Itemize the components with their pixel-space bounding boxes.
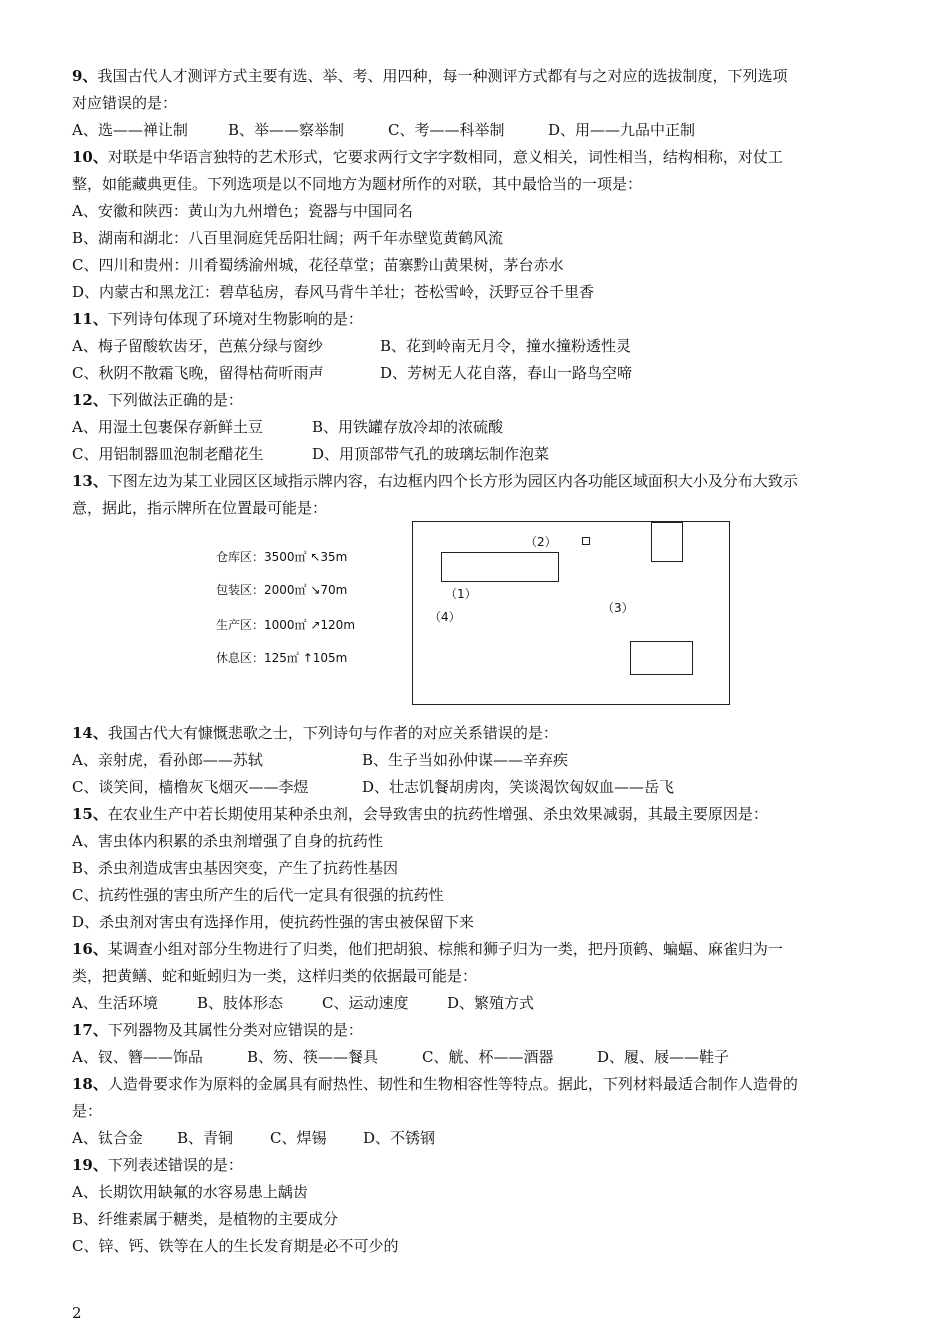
- q9-options: [72, 120, 695, 140]
- park-map: [412, 521, 730, 705]
- q12-stem: 12、下列做法正确的是：: [72, 391, 243, 409]
- option[interactable]: D、芳树无人花自落，春山一路鸟空啼: [380, 364, 633, 382]
- sign-packaging: 包装区：2000㎡ ↘70m: [216, 583, 348, 597]
- q10-stem: 10、对联是中华语言独特的艺术形式，它要求两行文字字数相同，意义相关，词性相当，结构相称，对仗工: [72, 148, 783, 166]
- q13-stem-cont: 意，据此，指示牌所在位置最可能是：: [72, 499, 328, 517]
- q17-stem: 17、下列器物及其属性分类对应错误的是：: [72, 1021, 363, 1039]
- sign-production: 生产区：1000㎡ ↗120m: [216, 618, 356, 632]
- sign-warehouse: 仓库区：3500㎡ ↖35m: [216, 550, 348, 564]
- q18-options: [72, 1128, 435, 1148]
- option[interactable]: B、肢体形态: [197, 994, 284, 1012]
- option[interactable]: C、运动速度: [322, 994, 409, 1012]
- option[interactable]: C、锌、钙、铁等在人的生长发育期是必不可少的: [72, 1237, 399, 1255]
- q14-options-row1: [72, 750, 568, 770]
- option[interactable]: C、用铝制器皿泡制老醋花生: [72, 445, 264, 463]
- option[interactable]: D、内蒙古和黑龙江：碧草毡房，春风马背牛羊壮；苍松雪岭，沃野豆谷千里香: [72, 283, 595, 301]
- page-number: 2: [72, 1304, 82, 1322]
- option[interactable]: B、举——察举制: [228, 121, 345, 139]
- q18-stem-cont: 是：: [72, 1102, 103, 1120]
- option[interactable]: C、谈笑间，樯橹灰飞烟灭——李煜: [72, 778, 309, 796]
- q11-options-row1: [72, 336, 631, 356]
- q11-options-row2: [72, 363, 632, 383]
- option[interactable]: B、用铁罐存放冷却的浓硫酸: [312, 418, 504, 436]
- q16-stem-cont: 类，把黄鳝、蛇和蚯蚓归为一类，这样归类的依据最可能是：: [72, 967, 478, 985]
- option[interactable]: C、考——科举制: [388, 121, 505, 139]
- map-label-4[interactable]: （4）: [429, 610, 461, 624]
- option[interactable]: C、焊锡: [270, 1129, 327, 1147]
- sign-rest-area: 休息区：125㎡ ↑105m: [216, 651, 348, 665]
- q9-stem-cont: 对应错误的是：: [72, 94, 178, 112]
- map-label-2[interactable]: （2）: [525, 535, 557, 549]
- area-rect-large: [441, 552, 559, 582]
- area-rect-tiny: [582, 537, 590, 545]
- option[interactable]: A、选——禅让制: [72, 121, 188, 139]
- option[interactable]: C、四川和贵州：川肴蜀绣渝州城，花径草堂；苗寨黔山黄果树，茅台赤水: [72, 256, 564, 274]
- map-label-1[interactable]: （1）: [445, 587, 477, 601]
- option[interactable]: B、杀虫剂造成害虫基因突变，产生了抗药性基因: [72, 859, 399, 877]
- q12-options-row1: [72, 417, 503, 437]
- q9-stem: 9、我国古代人才测评方式主要有选、举、考、用四种，每一种测评方式都有与之对应的选拔制度，下列选项: [72, 67, 788, 85]
- option[interactable]: D、用——九品中正制: [548, 121, 696, 139]
- q18-stem: 18、人造骨要求作为原料的金属具有耐热性、韧性和生物相容性等特点。据此，下列材料最适合制作人造骨的: [72, 1075, 798, 1093]
- option[interactable]: A、安徽和陕西：黄山为九州增色；瓷器与中国同名: [72, 202, 413, 220]
- option[interactable]: D、繁殖方式: [447, 994, 535, 1012]
- option[interactable]: C、秋阴不散霜飞晚，留得枯荷听雨声: [72, 364, 324, 382]
- option[interactable]: D、履、屐——鞋子: [597, 1048, 730, 1066]
- option[interactable]: A、钗、簪——饰品: [72, 1048, 203, 1066]
- option[interactable]: B、湖南和湖北：八百里洞庭凭岳阳壮阔；两千年赤壁览黄鹤风流: [72, 229, 504, 247]
- q16-options: [72, 993, 534, 1013]
- q14-stem: 14、我国古代大有慷慨悲歌之士，下列诗句与作者的对应关系错误的是：: [72, 724, 558, 742]
- q15-stem: 15、在农业生产中若长期使用某种杀虫剂，会导致害虫的抗药性增强、杀虫效果减弱，其最主要原因是：: [72, 805, 768, 823]
- q14-options-row2: [72, 777, 674, 797]
- map-label-3[interactable]: （3）: [602, 601, 634, 615]
- option[interactable]: A、亲射虎，看孙郎——苏轼: [72, 751, 263, 769]
- option[interactable]: B、花到岭南无月令，撞水撞粉透性灵: [380, 337, 632, 355]
- option[interactable]: A、长期饮用缺氟的水容易患上龋齿: [72, 1183, 308, 1201]
- option[interactable]: B、青铜: [177, 1129, 234, 1147]
- option[interactable]: A、梅子留酸软齿牙，芭蕉分绿与窗纱: [72, 337, 323, 355]
- option[interactable]: B、笏、筷——餐具: [247, 1048, 379, 1066]
- option[interactable]: A、钛合金: [72, 1129, 143, 1147]
- q12-options-row2: [72, 444, 549, 464]
- area-rect-medium: [630, 641, 693, 675]
- option[interactable]: A、生活环境: [72, 994, 158, 1012]
- option[interactable]: A、害虫体内积累的杀虫剂增强了自身的抗药性: [72, 832, 383, 850]
- option[interactable]: D、不锈钢: [363, 1129, 436, 1147]
- q10-stem-cont: 整，如能藏典更佳。下列选项是以不同地方为题材所作的对联，其中最恰当的一项是：: [72, 175, 643, 193]
- option[interactable]: B、纤维素属于糖类，是植物的主要成分: [72, 1210, 339, 1228]
- q19-stem: 19、下列表述错误的是：: [72, 1156, 243, 1174]
- option[interactable]: A、用湿土包裹保存新鲜土豆: [72, 418, 263, 436]
- q11-stem: 11、下列诗句体现了环境对生物影响的是：: [72, 310, 363, 328]
- option[interactable]: D、用顶部带气孔的玻璃坛制作泡菜: [312, 445, 550, 463]
- option[interactable]: D、壮志饥餐胡虏肉，笑谈渴饮匈奴血——岳飞: [362, 778, 675, 796]
- q13-stem: 13、下图左边为某工业园区区域指示牌内容，右边框内四个长方形为园区内各功能区域面积大小及分布大致示: [72, 472, 798, 490]
- option[interactable]: B、生子当如孙仲谋——辛弃疾: [362, 751, 569, 769]
- option[interactable]: C、觥、杯——酒器: [422, 1048, 554, 1066]
- q17-options: [72, 1047, 729, 1067]
- area-rect-tall: [651, 522, 683, 562]
- option[interactable]: C、抗药性强的害虫所产生的后代一定具有很强的抗药性: [72, 886, 444, 904]
- q16-stem: 16、某调查小组对部分生物进行了归类，他们把胡狼、棕熊和狮子归为一类，把丹顶鹤、蝙蝠、麻雀归为一: [72, 940, 783, 958]
- option[interactable]: D、杀虫剂对害虫有选择作用，使抗药性强的害虫被保留下来: [72, 913, 475, 931]
